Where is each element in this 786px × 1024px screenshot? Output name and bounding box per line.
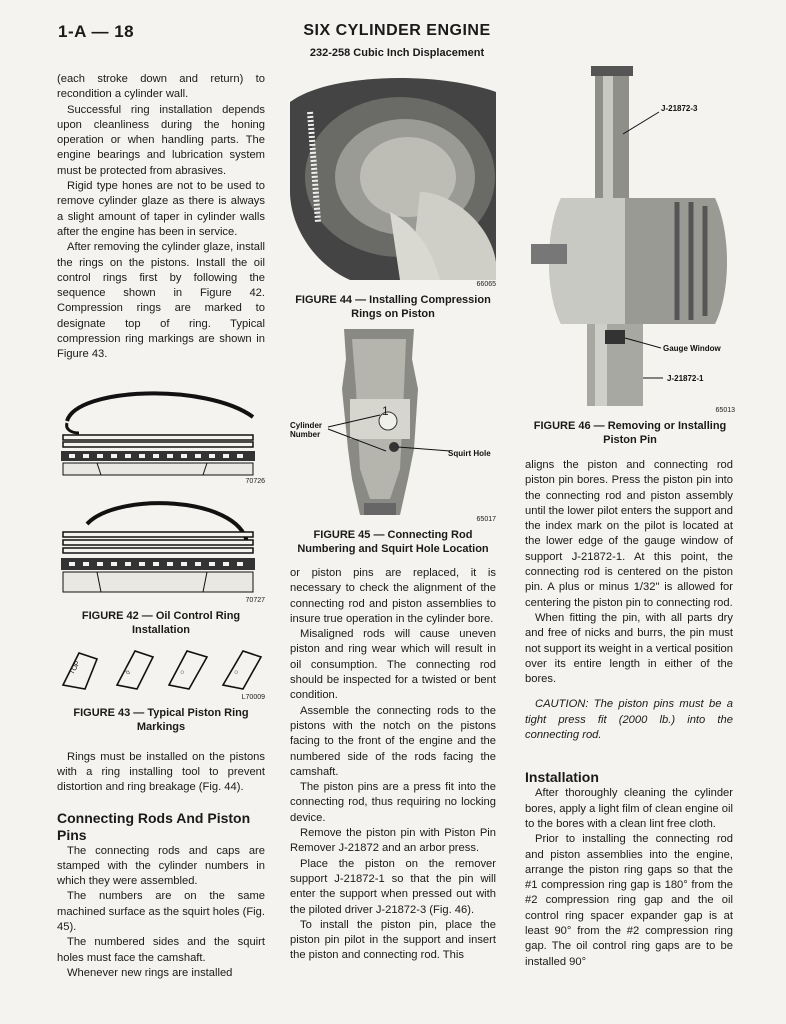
paragraph: (each stroke down and return) to recondition a cylinder wall. xyxy=(57,73,265,101)
piston-pin-tool-photo xyxy=(525,62,735,406)
page-title: SIX CYLINDER ENGINE xyxy=(303,22,491,39)
paragraph: Rings must be installed on the pistons with a ring installing tool to prevent distortion and ring breakage (Fig. 44). xyxy=(57,750,265,794)
paragraph: The numbers are on the same machined surface as the squirt holes (Fig. 45). xyxy=(57,890,265,934)
ring-installation-photo xyxy=(290,72,496,280)
svg-text:○: ○ xyxy=(232,668,241,676)
callout-cylinder-number: Cylinder Number xyxy=(290,421,323,439)
figure-43 xyxy=(57,645,265,734)
section-heading: Installation xyxy=(525,769,599,786)
figure-id: 66065 xyxy=(476,281,496,288)
paragraph: After removing the cylinder glaze, install the rings on the pistons. Install the oil control rings first by following the sequence shown in Figure 42. Compression rings are marked to designate top of ring. Typical compression ring markings are shown in Figure 43. xyxy=(57,241,265,361)
figure-id: 70726 xyxy=(245,477,265,485)
figure-id: 70727 xyxy=(245,596,265,604)
paragraph: Misaligned rods will cause uneven piston and ring wear which will result in oil consumption. The connecting rod should be inspected for a twisted or bent condition. xyxy=(290,628,496,702)
figure-id: 65013 xyxy=(715,407,735,414)
ring-markings-illustration xyxy=(57,645,265,693)
figure-caption: FIGURE 42 — Oil Control Ring Installation xyxy=(81,609,241,636)
paragraph: The piston pins are a press fit into the connecting rod, thus requiring no locking device. xyxy=(290,781,496,824)
oil-ring-illustration-b xyxy=(57,492,257,596)
paragraph: Place the piston on the remover support J-21872-1 so that the pin will enter the support when pressed out with the piloted driver J-21872-3 (Fig. 46). xyxy=(290,857,496,916)
page-subtitle: 232-258 Cubic Inch Displacement xyxy=(309,47,485,59)
paragraph: The numbered sides and the squirt holes must face the camshaft. xyxy=(57,936,265,964)
figure-caption: FIGURE 46 — Removing or Installing Piston Pin xyxy=(533,420,727,446)
figure-46 xyxy=(525,62,735,447)
paragraph: Whenever new rings are installed xyxy=(67,966,233,979)
oil-ring-illustration-a xyxy=(57,377,257,477)
paragraph: Remove the piston pin with Piston Pin Remover J-21872 and an arbor press. xyxy=(290,827,496,855)
callout-j-21872-1: J-21872-1 xyxy=(667,374,704,383)
paragraph: To install the piston pin, place the piston pin pilot in the support and insert the piston and connecting rod. This xyxy=(290,918,496,962)
svg-text:○: ○ xyxy=(178,668,187,676)
figure-42 xyxy=(57,377,265,637)
paragraph: Successful ring installation depends upon cleanliness during the honing operation or when handling parts. The engine bearings and lubrication system must be protected from abrasives. xyxy=(57,103,265,177)
callout-gauge-window: Gauge Window xyxy=(663,344,721,353)
section-heading: Connecting Rods And Piston Pins xyxy=(57,809,251,843)
callout-squirt-hole: Squirt Hole xyxy=(448,449,491,458)
page-number: 1-A — 18 xyxy=(58,22,135,41)
figure-45 xyxy=(290,329,496,515)
paragraph: Prior to installing the connecting rod and piston assemblies into the engine, arrange the piston ring gaps so that the #1 compression ring gap is 180° from the #2 compression ring gap and the oil control ring spacer expander gap is at least 90° from the #2 compression ring gap. The oil control ring gaps are to be installed 90° xyxy=(525,833,733,968)
page-header xyxy=(0,0,786,70)
callout-j-21872-3: J-21872-3 xyxy=(661,104,698,113)
paragraph: aligns the piston and connecting rod piston pin bores. Press the piston pin into the connecting rod and piston assembly until the lower pilot enters the support and the index mark on the pilot is located at the lower edge of the gauge window of support J-21872-1. At this point, the connecting rod is centered on the piston pin. A plus or minus 1/32" is allowed for centering the piston pin to connecting rod. xyxy=(525,459,733,609)
figure-44 xyxy=(290,72,496,321)
figure-caption: FIGURE 44 — Installing Compression Rings on Piston xyxy=(295,294,491,320)
figure-caption: FIGURE 45 — Connecting Rod Numbering and Squirt Hole Location xyxy=(297,529,489,555)
column-left xyxy=(57,72,265,981)
svg-text:TOP: TOP xyxy=(68,659,82,676)
paragraph: The connecting rods and caps are stamped with the cylinder numbers in which they were assembled. xyxy=(57,844,265,888)
figure-id: 65017 xyxy=(476,516,496,523)
column-middle xyxy=(290,72,496,964)
column-right xyxy=(525,458,733,970)
figure-id: L70009 xyxy=(241,693,265,701)
caution-note: CAUTION: The piston pins must be a tight press fit (2000 lb.) into the connecting rod. xyxy=(525,698,733,742)
paragraph: After thoroughly cleaning the cylinder bores, apply a light film of clean engine oil to the bores with a clean lint free cloth. xyxy=(525,787,733,830)
paragraph: or piston pins are replaced, it is necessary to check the alignment of the connecting rod and piston assemblies to insure true operation in the cylinder bore. xyxy=(290,567,496,625)
paragraph: Rigid type hones are not to be used to remove cylinder glaze as there is always a slight amount of taper in cylinder walls after the engine has been in service. xyxy=(57,180,265,238)
svg-text:1: 1 xyxy=(382,404,389,418)
svg-text:◊: ◊ xyxy=(124,669,133,676)
paragraph: When fitting the pin, with all parts dry and free of nicks and burrs, the pin must not support its weight in a vertical position over its entire length in either of the bores. xyxy=(525,611,733,686)
figure-caption: FIGURE 43 — Typical Piston Ring Markings xyxy=(73,706,249,733)
paragraph: Assemble the connecting rods to the pistons with the notch on the pistons facing to the front of the engine and the numbered side of the rods facing the camshaft. xyxy=(290,704,496,778)
